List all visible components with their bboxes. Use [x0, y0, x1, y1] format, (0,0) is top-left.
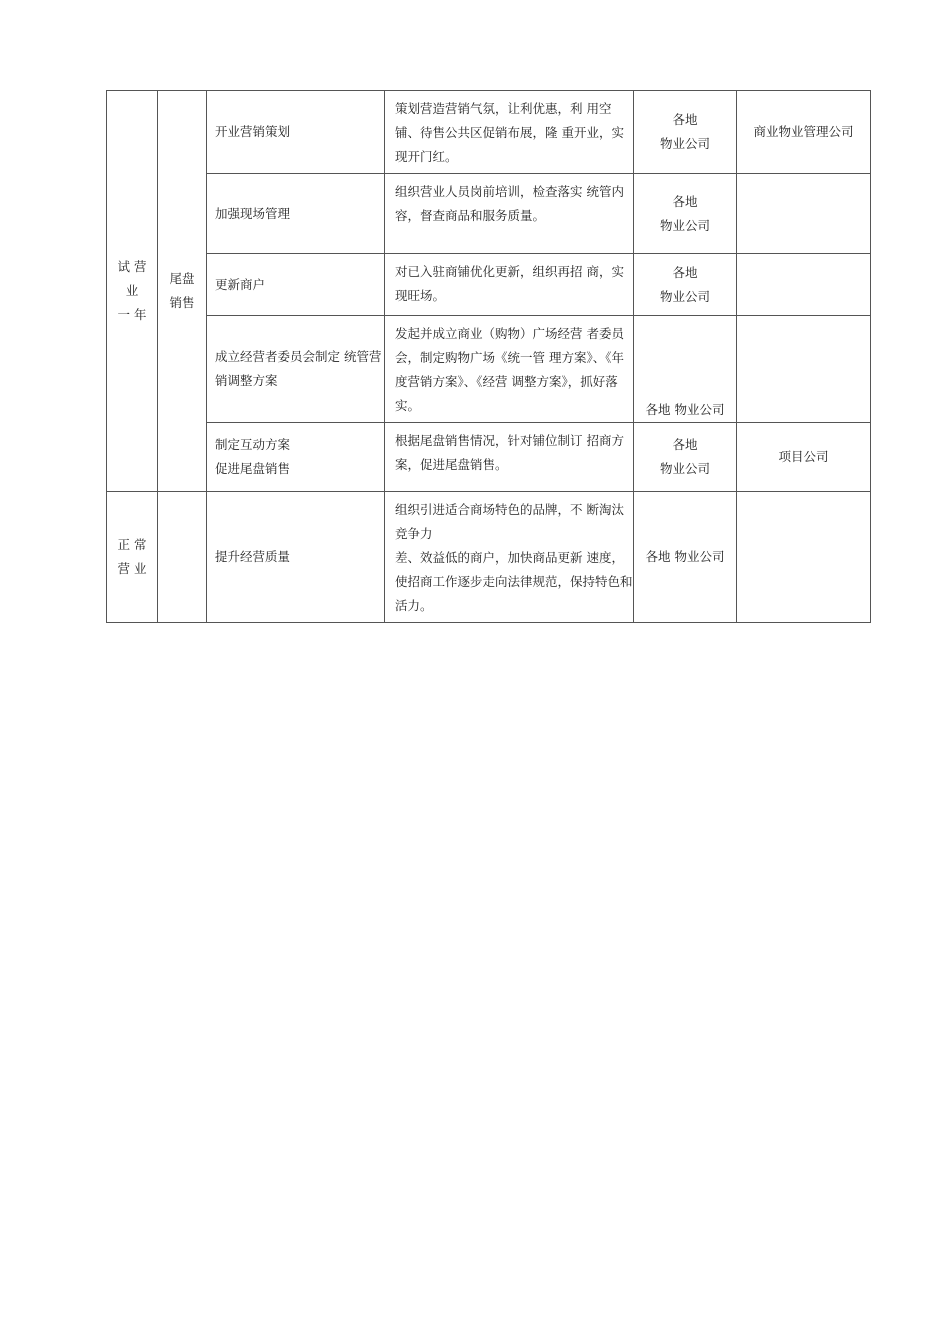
owner-cell: 各地 物业公司: [634, 254, 737, 316]
owner-cell: 各地 物业公司: [634, 174, 737, 254]
duty-cell: 根据尾盘销售情况，针对铺位制订 招商方案，促进尾盘销售。: [385, 423, 634, 492]
task-cell: 成立经营者委员会制定 统管营销调整方案: [207, 316, 385, 423]
assist-cell: 项目公司: [737, 423, 871, 492]
task-cell: 加强现场管理: [207, 174, 385, 254]
task-cell: 制定互动方案 促进尾盘销售: [207, 423, 385, 492]
task-cell: 提升经营质量: [207, 492, 385, 623]
table-row: [107, 91, 871, 174]
table-row: [107, 316, 871, 423]
assist-cell: [737, 316, 871, 423]
stage-cell-trial: [107, 91, 158, 492]
sub-stage-cell: [158, 91, 207, 492]
assist-cell: [737, 174, 871, 254]
marketing-plan-table: [106, 90, 871, 623]
stage-label: 一 年: [117, 307, 147, 322]
assist-cell: [737, 254, 871, 316]
table-row: [107, 174, 871, 254]
task-cell: 更新商户: [207, 254, 385, 316]
duty-cell: 组织引进适合商场特色的品牌，不 断淘汰竞争力 差、效益低的商户，加快商品更新 速度，使招商工作逐步走向法律规范，保持特色和活力。: [385, 492, 634, 623]
duty-cell: 对已入驻商铺优化更新，组织再招 商，实现旺场。: [385, 254, 634, 316]
duty-cell: 策划营造营销气氛，让利优惠，利 用空铺、待售公共区促销布展，隆 重开业，实现开门红。: [385, 91, 634, 174]
stage-label: 试 营: [117, 259, 147, 274]
stage-cell-normal: [107, 492, 158, 623]
assist-cell: 商业物业管理公司: [737, 91, 871, 174]
duty-cell: 发起并成立商业（购物）广场经营 者委员会，制定购物广场《统一管 理方案》、《年度营销方案》、《经营 调整方案》，抓好落实。: [385, 316, 634, 423]
sub-stage-cell: [158, 492, 207, 623]
table-row: [107, 254, 871, 316]
sub-stage-label: 尾盘 销售: [169, 271, 195, 310]
duty-cell: 组织营业人员岗前培训，检查落实 统管内容，督查商品和服务质量。: [385, 174, 634, 254]
stage-label: 正 常: [117, 537, 147, 552]
task-cell: 开业营销策划: [207, 91, 385, 174]
table-row: [107, 492, 871, 623]
assist-cell: [737, 492, 871, 623]
owner-cell: 各地 物业公司: [634, 91, 737, 174]
stage-label: 业: [125, 283, 139, 298]
owner-cell: 各地 物业公司: [634, 423, 737, 492]
stage-label: 营 业: [117, 561, 147, 576]
owner-cell: 各地 物业公司: [634, 492, 737, 623]
owner-cell: 各地 物业公司: [634, 316, 737, 423]
table-row: [107, 423, 871, 492]
